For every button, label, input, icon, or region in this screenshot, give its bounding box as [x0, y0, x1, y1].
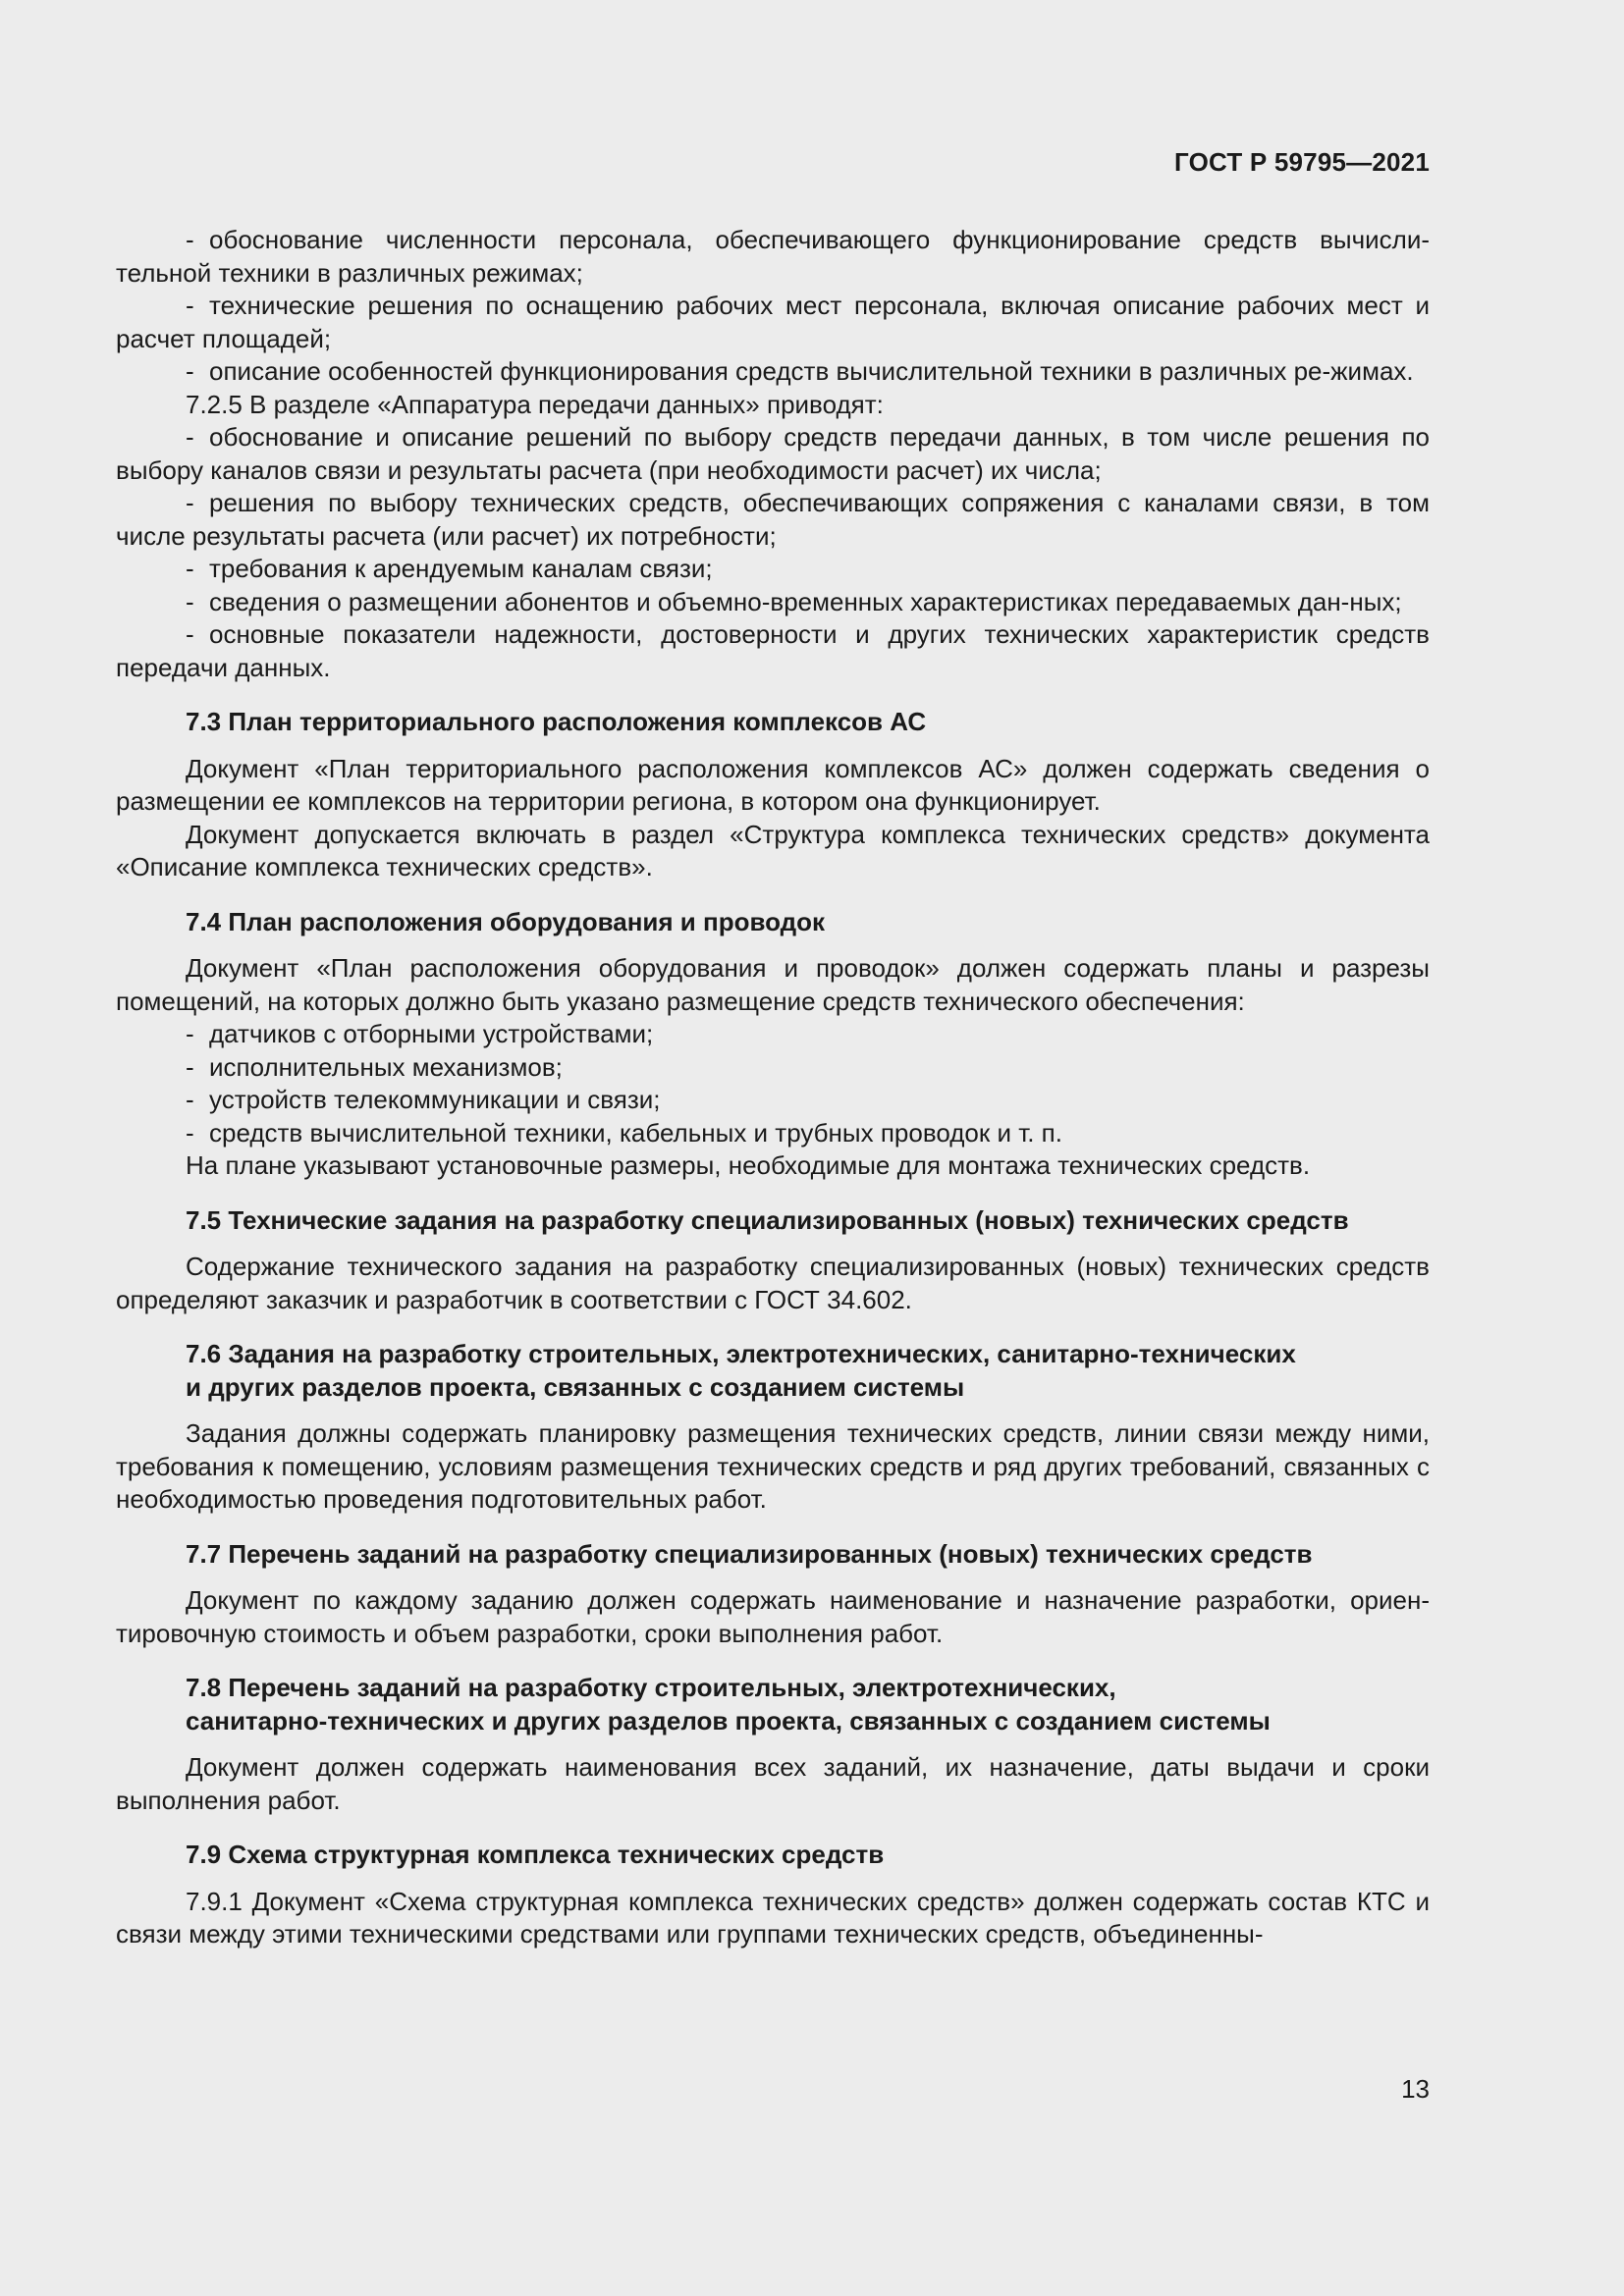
list-item-text: средств вычислительной техники, кабельных и трубных проводок и т. п. — [209, 1117, 1062, 1148]
list-item — [116, 355, 1430, 389]
list-item — [116, 224, 1430, 290]
section-heading — [116, 1338, 1430, 1404]
section-heading-line: 7.5 Технические задания на разработку специализированных (новых) технических средств — [186, 1204, 1349, 1235]
list-dash-marker: - — [186, 1019, 194, 1048]
section-heading-line: санитарно-технических и других разделов проекта, связанных с созданием системы — [186, 1705, 1271, 1735]
section-heading — [116, 1204, 1430, 1238]
section-heading-line: 7.9 Схема структурная комплекса технических средств — [186, 1840, 885, 1869]
page-number: 13 — [1401, 2074, 1430, 2104]
paragraph: Документ должен содержать наименования всех заданий, их назначение, даты выдачи и сроки выполнения работ. — [116, 1752, 1430, 1815]
list-item-text: основные показатели надежности, достоверности и других технических характеристик средств передачи данных. — [116, 619, 1430, 682]
section-heading-line: 7.4 План расположения оборудования и проводок — [186, 906, 826, 936]
list-item-text: датчиков с отборными устройствами; — [209, 1019, 654, 1048]
paragraph: Документ по каждому заданию должен содержать наименование и назначение разработки, ориен-тировочную стоимость и объем разработки, сроки выполнения работ. — [116, 1585, 1430, 1648]
paragraph: 7.9.1 Документ «Схема структурная комплекса технических средств» должен содержать состав КТС и связи между этими техническими средствами или группами технических средств, объединенны- — [116, 1886, 1430, 1949]
list-item-text: требования к арендуемым каналам связи; — [209, 554, 713, 583]
list-dash-marker: - — [186, 1085, 194, 1114]
document-number-header: ГОСТ Р 59795—2021 — [1174, 147, 1430, 177]
list-item-text: обоснование численности персонала, обеспечивающего функционирование средств вычисли-тельной техники в различных режимах; — [116, 225, 1430, 288]
section-heading — [116, 906, 1430, 939]
paragraph: Документ «План расположения оборудования и проводок» должен содержать планы и разрезы помещений, на которых должно быть указано размещение средств технического обеспечения: — [116, 953, 1430, 1016]
section-heading — [116, 1538, 1430, 1572]
list-dash-marker: - — [186, 291, 194, 320]
list-dash-marker: - — [186, 488, 194, 517]
list-item-text: решения по выбору технических средств, обеспечивающих сопряжения с каналами связи, в том числе результаты расчета (или расчет) их потребности; — [116, 488, 1430, 551]
section-heading-line: 7.7 Перечень заданий на разработку специализированных (новых) технических средств — [186, 1538, 1313, 1569]
list-item-text: исполнительных механизмов; — [209, 1051, 563, 1082]
list-item-text: устройств телекоммуникации и связи; — [209, 1085, 661, 1114]
list-dash-marker: - — [186, 586, 194, 616]
list-dash-marker: - — [186, 1117, 194, 1148]
section-heading-line: 7.8 Перечень заданий на разработку строительных, электротехнических, — [186, 1673, 1116, 1702]
list-item — [116, 421, 1430, 487]
list-item — [116, 1117, 1430, 1150]
list-item — [116, 290, 1430, 355]
paragraph: 7.2.5 В разделе «Аппаратура передачи данных» приводят: — [186, 389, 884, 419]
section-heading-line: и других разделов проекта, связанных с созданием системы — [186, 1371, 965, 1402]
list-item — [116, 553, 1430, 586]
list-item — [116, 586, 1430, 619]
section-heading — [116, 706, 1430, 739]
list-item-text: сведения о размещении абонентов и объемно-временных характеристиках передаваемых дан-ных; — [209, 586, 1402, 616]
list-dash-marker: - — [186, 225, 194, 254]
paragraph: Документ «План территориального расположения комплексов АС» должен содержать сведения о размещении ее комплексов на территории региона, в котором она функционирует. — [116, 753, 1430, 816]
list-item — [116, 618, 1430, 684]
list-item — [116, 487, 1430, 553]
list-item-text: технические решения по оснащению рабочих мест персонала, включая описание рабочих мест и расчет площадей; — [116, 291, 1430, 353]
list-dash-marker: - — [186, 619, 194, 649]
paragraph: На плане указывают установочные размеры, необходимые для монтажа технических средств. — [186, 1150, 1311, 1180]
list-dash-marker: - — [186, 422, 194, 452]
list-dash-marker: - — [186, 356, 194, 386]
list-dash-marker: - — [186, 1051, 194, 1082]
section-heading — [116, 1672, 1430, 1737]
page-content — [116, 224, 1430, 1951]
list-item-text: описание особенностей функционирования средств вычислительной техники в различных ре-жимах. — [209, 356, 1414, 386]
list-item-text: обоснование и описание решений по выбору средств передачи данных, в том числе решения по выбору каналов связи и результаты расчета (при необходимости расчет) их числа; — [116, 422, 1430, 485]
section-heading-line: 7.6 Задания на разработку строительных, электротехнических, санитарно-технических — [186, 1339, 1296, 1368]
paragraph: Задания должны содержать планировку размещения технических средств, линии связи между ними, требования к помещению, условиям размещения технических средств и ряд других требований, связанных с необходимостью проведения подготовительных работ. — [116, 1418, 1430, 1514]
list-item — [116, 1084, 1430, 1117]
list-item — [116, 1051, 1430, 1085]
list-item — [116, 1018, 1430, 1051]
section-heading-line: 7.3 План территориального расположения комплексов АС — [186, 707, 927, 736]
paragraph: Содержание технического задания на разработку специализированных (новых) технических средств определяют заказчик и разработчик в соответствии с ГОСТ 34.602. — [116, 1252, 1430, 1314]
list-dash-marker: - — [186, 554, 194, 583]
paragraph: Документ допускается включать в раздел «Структура комплекса технических средств» документа «Описание комплекса технических средств». — [116, 819, 1430, 881]
section-heading — [116, 1839, 1430, 1872]
